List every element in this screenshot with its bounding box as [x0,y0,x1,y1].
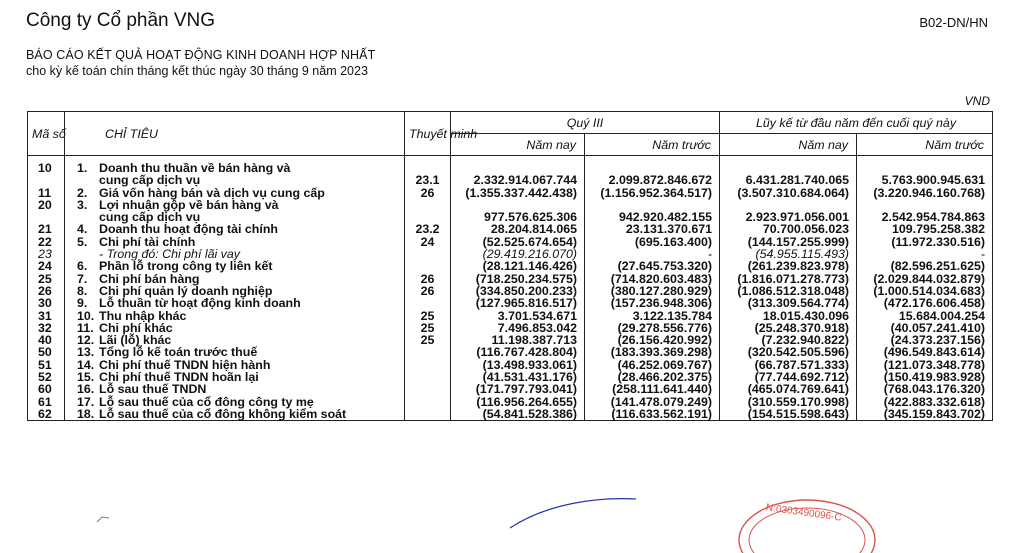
q3-last-year-value: (46.252.069.767) [585,359,720,371]
q3-last-year-value: (380.127.280.929) [585,285,720,297]
ytd-this-year-value: 70.700.056.023 [720,223,857,235]
q3-last-year-value: (1.156.952.364.517) [585,187,720,199]
q3-this-year-value: (171.797.793.041) [451,383,585,395]
signature-mark [508,493,638,553]
q3-last-year-value: 942.920.482.155 [585,211,720,223]
q3-last-year-value [585,156,720,175]
row-label: Phần lỗ trong công ty liên kết [99,259,273,274]
ytd-this-year-value: (77.744.692.712) [720,371,857,383]
ytd-last-year-value: (82.596.251.625) [857,260,993,272]
report-title: BÁO CÁO KẾT QUẢ HOẠT ĐỘNG KINH DOANH HỢP NHẤT [26,48,376,62]
company-seal [735,478,880,538]
q3-last-year-value: (116.633.562.191) [585,408,720,421]
ytd-this-year-value: (320.542.505.596) [720,346,857,358]
ytd-last-year-value: (422.883.332.618) [857,396,993,408]
row-code: 24 [28,260,65,272]
row-code [28,174,65,186]
row-label: Chi phí bán hàng [99,271,200,286]
ytd-this-year-value: (54.955.115.493) [720,248,857,260]
row-note [405,383,451,395]
row-index: 2. [77,185,88,200]
q3-this-year-value: (13.498.933.061) [451,359,585,371]
q3-this-year-value: (28.121.146.426) [451,260,585,272]
row-label: - Trong đó: Chi phí lãi vay [99,247,240,262]
row-note [405,199,451,211]
ytd-last-year-value: (24.373.237.156) [857,334,993,346]
ytd-last-year-value: (1.000.514.034.683) [857,285,993,297]
row-code: 31 [28,310,65,322]
row-note: 26 [405,285,451,297]
ytd-this-year-value: (1.086.512.318.048) [720,285,857,297]
q3-this-year-value: (1.355.337.442.438) [451,187,585,199]
row-code: 61 [28,396,65,408]
ytd-last-year-value: (472.176.606.458) [857,297,993,309]
ytd-this-year-value: (154.515.598.643) [720,408,857,421]
row-label: Chi phí tài chính [99,234,196,249]
row-item [65,408,405,421]
row-label: Chi phí thuế TNDN hiện hành [99,357,271,372]
q3-last-year-value: - [585,248,720,260]
row-note: 25 [405,310,451,322]
row-note: 26 [405,187,451,199]
seal-text: N:0303490096-C [765,502,843,524]
q3-this-year-value: (116.767.428.804) [451,346,585,358]
header-item: CHỈ TIÊU [65,112,405,156]
ytd-this-year-value: (1.816.071.278.773) [720,273,857,285]
row-label: Lỗ sau thuế TNDN [99,382,207,397]
row-index: 14. [77,357,95,372]
ytd-this-year-value: (25.248.370.918) [720,322,857,334]
table-row [28,156,993,175]
row-code: 62 [28,408,65,421]
row-code: 51 [28,359,65,371]
q3-this-year-value: 11.198.387.713 [451,334,585,346]
q3-this-year-value: (718.250.234.575) [451,273,585,285]
row-label: Doanh thu hoạt động tài chính [99,222,278,237]
ytd-last-year-value [857,156,993,175]
q3-this-year-value: 977.576.625.306 [451,211,585,223]
row-label: Lỗ thuần từ hoạt động kinh doanh [99,296,301,311]
row-code: 40 [28,334,65,346]
header-code: Mã số [28,112,65,156]
row-note [405,346,451,358]
q3-last-year-value: (29.278.556.776) [585,322,720,334]
row-label: Lỗ sau thuế của cổ đông công ty mẹ [99,394,314,409]
table-body [28,156,993,421]
row-code: 32 [28,322,65,334]
q3-last-year-value: (695.163.400) [585,236,720,248]
ytd-last-year-value: 15.684.004.254 [857,310,993,322]
row-index: 3. [77,197,88,212]
row-code: 50 [28,346,65,358]
row-code: 21 [28,223,65,235]
row-index: 18. [77,406,95,421]
table-row [28,408,993,421]
ytd-this-year-value: (313.309.564.774) [720,297,857,309]
ytd-this-year-value: (465.074.769.641) [720,383,857,395]
ytd-last-year-value: 109.795.258.382 [857,223,993,235]
q3-this-year-value: 7.496.853.042 [451,322,585,334]
q3-this-year-value [451,156,585,175]
income-statement-table [27,111,993,421]
q3-last-year-value: (27.645.753.320) [585,260,720,272]
row-index: 12. [77,333,95,348]
row-code: 60 [28,383,65,395]
header-q3-last-year: Năm trước [585,134,720,156]
row-label: Chi phí quản lý doanh nghiệp [99,283,273,298]
row-index: 15. [77,370,95,385]
row-note [405,156,451,175]
row-note: 26 [405,273,451,285]
row-note: 23.2 [405,223,451,235]
row-index: 10. [77,308,95,323]
form-code: B02-DN/HN [919,15,988,30]
report-period: cho kỳ kế toán chín tháng kết thúc ngày 30 tháng 9 năm 2023 [26,64,368,78]
row-index: 13. [77,345,95,360]
row-note [405,408,451,421]
row-code: 11 [28,187,65,199]
header-ytd-last-year: Năm trước [857,134,993,156]
row-label: Chi phí khác [99,320,173,335]
ytd-last-year-value: 2.542.954.784.863 [857,211,993,223]
q3-this-year-value: 28.204.814.065 [451,223,585,235]
ytd-last-year-value: (768.043.176.320) [857,383,993,395]
row-note [405,359,451,371]
q3-last-year-value: (183.393.369.298) [585,346,720,358]
row-index: 9. [77,296,88,311]
ytd-last-year-value: (11.972.330.516) [857,236,993,248]
row-index: 16. [77,382,95,397]
header-note: Thuyết minh [405,112,451,156]
row-label: Doanh thu thuần về bán hàng và [99,161,291,175]
ytd-this-year-value: 2.923.971.056.001 [720,211,857,223]
ytd-this-year-value: 18.015.430.096 [720,310,857,322]
row-note: 23.1 [405,174,451,186]
header-q3: Quý III [451,112,720,134]
row-note [405,248,451,260]
q3-this-year-value: (41.531.431.176) [451,371,585,383]
ytd-this-year-value: (3.507.310.684.064) [720,187,857,199]
row-code: 25 [28,273,65,285]
company-name: Công ty Cổ phần VNG [26,10,216,31]
q3-last-year-value: (258.111.641.440) [585,383,720,395]
ytd-last-year-value: (345.159.843.702) [857,408,993,421]
row-code: 26 [28,285,65,297]
row-label: Giá vốn hàng bán và dịch vụ cung cấp [99,185,325,200]
row-note: 24 [405,236,451,248]
row-note [405,260,451,272]
row-code: 22 [28,236,65,248]
q3-last-year-value: (26.156.420.992) [585,334,720,346]
ytd-last-year-value: 5.763.900.945.631 [857,174,993,186]
row-code: 30 [28,297,65,309]
row-code: 20 [28,199,65,211]
ytd-this-year-value: 6.431.281.740.065 [720,174,857,186]
header-q3-this-year: Năm nay [451,134,585,156]
row-label: Lỗ sau thuế của cổ đông không kiểm soát [99,406,347,421]
row-code: 23 [28,248,65,260]
row-label: cung cấp dịch vụ [99,173,201,188]
row-index: 4. [77,222,88,237]
q3-this-year-value: (54.841.528.386) [451,408,585,421]
ytd-this-year-value: (261.239.823.978) [720,260,857,272]
row-index: 6. [77,259,88,274]
row-index: 11. [77,320,94,335]
row-note [405,396,451,408]
row-label: cung cấp dịch vụ [99,210,201,225]
row-label: Chi phí thuế TNDN hoãn lại [99,370,259,385]
row-label: Thu nhập khác [99,308,187,323]
row-note: 25 [405,334,451,346]
row-label: Lãi (lỗ) khác [99,333,172,348]
row-index: 8. [77,283,88,298]
ytd-last-year-value: (150.419.983.928) [857,371,993,383]
row-label: Tổng lỗ kế toán trước thuế [99,345,258,360]
ytd-this-year-value: (66.787.571.333) [720,359,857,371]
q3-this-year-value: (127.965.816.517) [451,297,585,309]
ytd-last-year-value: (496.549.843.614) [857,346,993,358]
row-note: 25 [405,322,451,334]
q3-this-year-value: (116.956.264.655) [451,396,585,408]
ytd-last-year-value: (3.220.946.160.768) [857,187,993,199]
q3-this-year-value: (52.525.674.654) [451,236,585,248]
pen-mark-icon [96,515,110,523]
ytd-last-year-value: - [857,248,993,260]
header-ytd: Lũy kế từ đầu năm đến cuối quý này [720,112,993,134]
ytd-last-year-value: (40.057.241.410) [857,322,993,334]
q3-last-year-value: 2.099.872.846.672 [585,174,720,186]
header-ytd-this-year: Năm nay [720,134,857,156]
q3-last-year-value: (157.236.948.306) [585,297,720,309]
row-index: 1. [77,161,88,175]
q3-this-year-value: 3.701.534.671 [451,310,585,322]
row-code: 10 [28,156,65,175]
row-note [405,297,451,309]
q3-this-year-value: (334.850.200.233) [451,285,585,297]
q3-last-year-value: 23.131.370.671 [585,223,720,235]
row-index: 5. [77,234,88,249]
q3-this-year-value: 2.332.914.067.744 [451,174,585,186]
ytd-last-year-value: (121.073.348.778) [857,359,993,371]
q3-last-year-value: (141.478.079.249) [585,396,720,408]
q3-this-year-value: (29.419.216.070) [451,248,585,260]
row-item [65,156,405,175]
ytd-this-year-value: (310.559.170.998) [720,396,857,408]
q3-last-year-value: (28.466.202.375) [585,371,720,383]
row-label: Lợi nhuận gộp về bán hàng và [99,197,279,212]
row-code: 52 [28,371,65,383]
row-index: 17. [77,394,95,409]
ytd-this-year-value: (144.157.255.999) [720,236,857,248]
q3-last-year-value: (714.820.603.483) [585,273,720,285]
ytd-this-year-value: (7.232.940.822) [720,334,857,346]
ytd-this-year-value [720,156,857,175]
row-note [405,371,451,383]
currency-label: VND [964,94,990,108]
ytd-last-year-value: (2.029.844.032.879) [857,273,993,285]
q3-last-year-value: 3.122.135.784 [585,310,720,322]
row-index: 7. [77,271,88,286]
